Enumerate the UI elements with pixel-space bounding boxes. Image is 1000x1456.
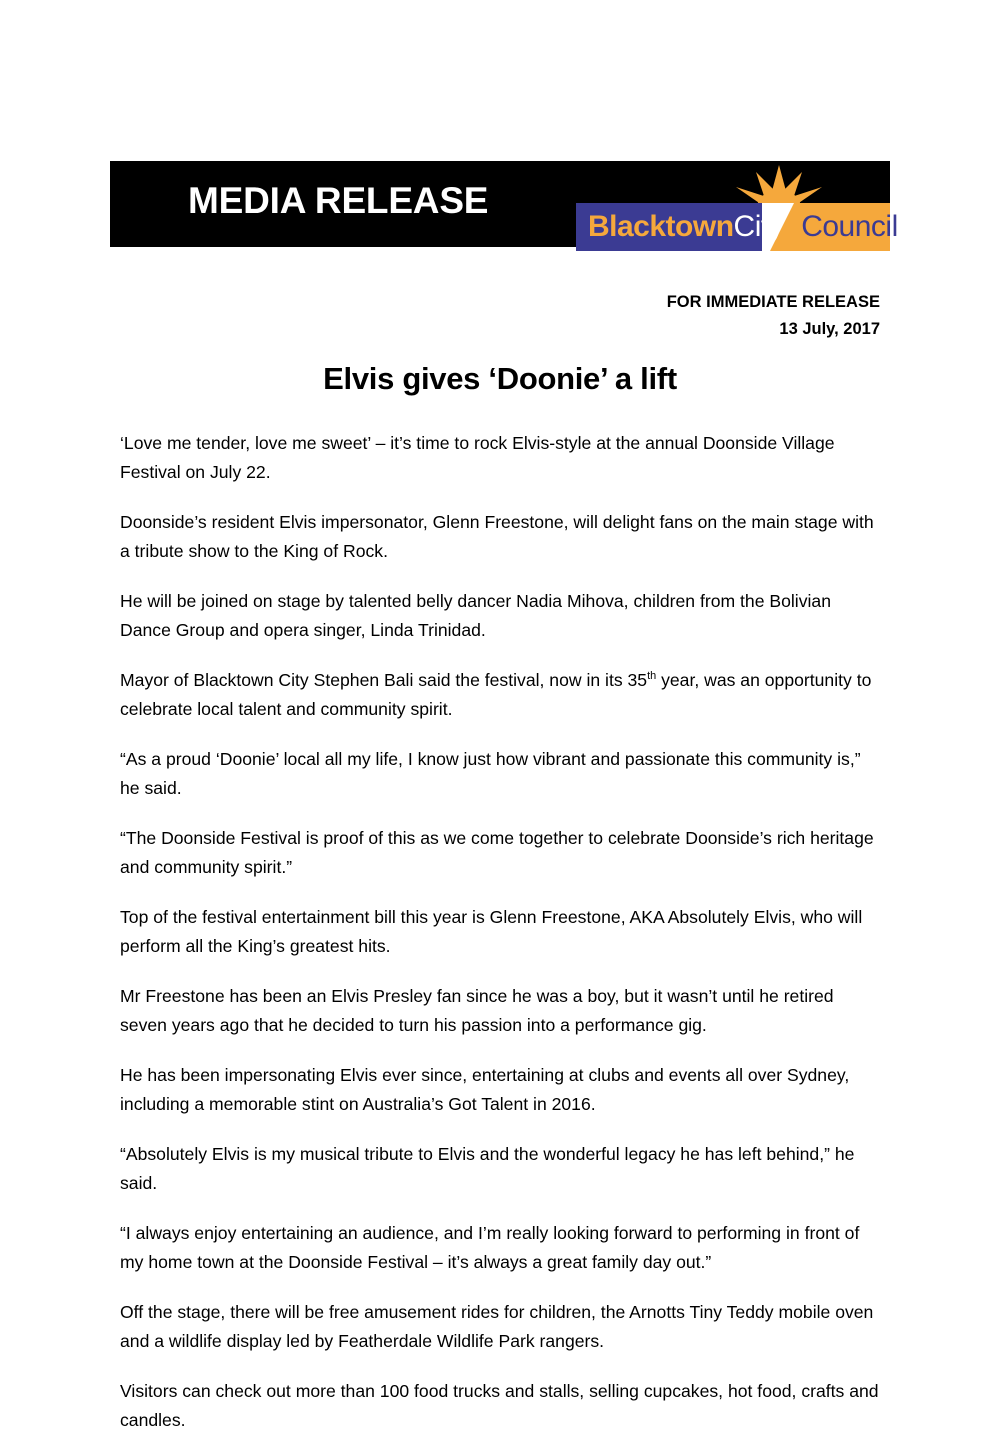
paragraph: “The Doonside Festival is proof of this as we come together to celebrate Doonside’s rich heritage and community spirit.” xyxy=(120,828,874,877)
blacktown-city-council-logo xyxy=(576,165,898,253)
paragraph-text-after-ordinal: year, was an opportunity to celebrate local talent and community spirit. xyxy=(120,670,872,719)
logo-word-council: Council xyxy=(801,210,898,243)
article-body xyxy=(120,429,880,1456)
release-date: 13 July, 2017 xyxy=(779,320,880,338)
paragraph: Top of the festival entertainment bill this year is Glenn Freestone, AKA Absolutely Elvis, who will perform all the King’s greatest hits. xyxy=(120,907,863,956)
paragraph: “As a proud ‘Doonie’ local all my life, I know just how vibrant and passionate this community is,” he said. xyxy=(120,749,861,798)
media-release-title: MEDIA RELEASE xyxy=(188,180,489,221)
immediate-release-notice: FOR IMMEDIATE RELEASE xyxy=(666,293,880,311)
ordinal-suffix: th xyxy=(647,670,657,683)
paragraph: Visitors can check out more than 100 food trucks and stalls, selling cupcakes, hot food, crafts and candles. xyxy=(120,1381,879,1430)
paragraph: He will be joined on stage by talented belly dancer Nadia Mihova, children from the Bolivian Dance Group and opera singer, Linda Trinidad. xyxy=(120,591,831,640)
logo-name-band xyxy=(576,203,898,251)
paragraph: Mr Freestone has been an Elvis Presley fan since he was a boy, but it wasn’t until he retired seven years ago that he decided to turn his passion into a performance gig. xyxy=(120,986,834,1035)
article-headline: Elvis gives ‘Doonie’ a lift xyxy=(323,361,677,396)
logo-wordmark xyxy=(576,203,898,251)
logo-word-city: City xyxy=(733,210,784,243)
paragraph: Doonside’s resident Elvis impersonator, Glenn Freestone, will delight fans on the main stage with a tribute show to the King of Rock. xyxy=(120,512,874,561)
paragraph-text-before-ordinal: Mayor of Blacktown City Stephen Bali said the festival, now in its 35 xyxy=(120,670,648,690)
paragraph-with-ordinal xyxy=(120,666,880,724)
paragraph: “I always enjoy entertaining an audience, and I’m really looking forward to performing in front of my home town at the Doonside Festival – it’s always a great family day out.” xyxy=(120,1223,860,1272)
release-meta xyxy=(120,289,880,343)
paragraph: He has been impersonating Elvis ever since, entertaining at clubs and events all over Sydney, including a memorable stint on Australia’s Got Talent in 2016. xyxy=(120,1065,850,1114)
paragraph: Off the stage, there will be free amusement rides for children, the Arnotts Tiny Teddy mobile oven and a wildlife display led by Featherdale Wildlife Park rangers. xyxy=(120,1302,874,1351)
paragraph: “Absolutely Elvis is my musical tribute to Elvis and the wonderful legacy he has left behind,” he said. xyxy=(120,1144,855,1193)
paragraph: ‘Love me tender, love me sweet’ – it’s time to rock Elvis-style at the annual Doonside Village Festival on July 22. xyxy=(120,433,835,482)
logo-word-blacktown: Blacktown xyxy=(588,210,734,243)
